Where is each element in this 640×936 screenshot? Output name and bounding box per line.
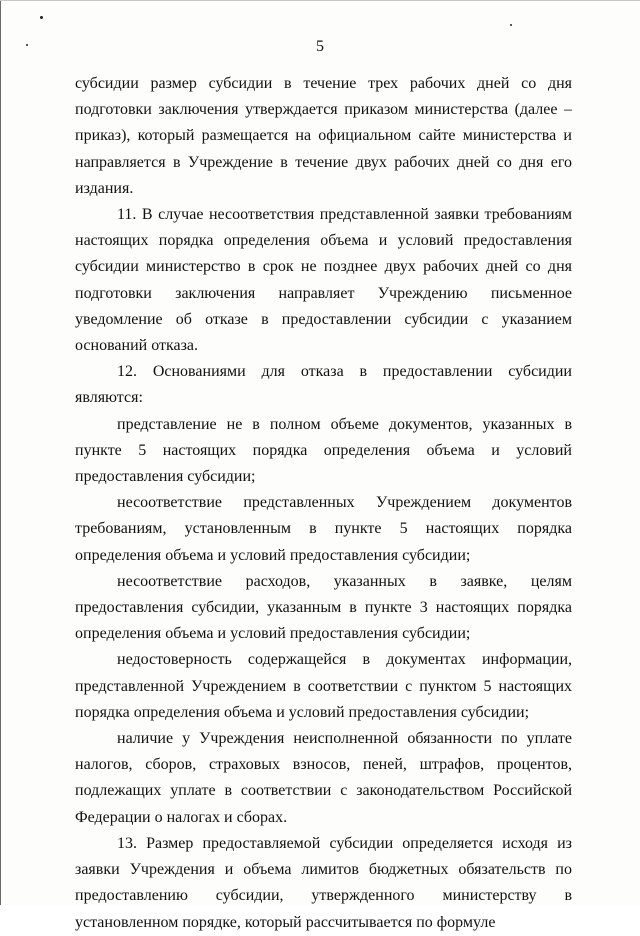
paragraph-ground-nonconforming-documents: несоответствие представленных Учреждением документов требованиям, установленным в пункте 5 настоящих порядка определения объема и условий предоставления субсидии; — [75, 494, 572, 564]
paragraph-item-13: 13. Размер предоставляемой субсидии определяется исходя из заявки Учреждения и объема лимитов бюджетных обязательств по предоставлению субсидии, утвержденного министерству в установленном порядке, который рассчитывается по формуле — [75, 834, 572, 931]
paragraph-item-12: 12. Основаниями для отказа в предоставлении субсидии являются: — [75, 363, 572, 407]
page-number: 5 — [316, 38, 324, 55]
scan-left-edge — [0, 0, 1, 905]
paragraph-ground-unreliable-information: недостоверность содержащейся в документах информации, представленной Учреждением в соответствии с пунктом 5 настоящих порядка определения объема и условий предоставления субсидии; — [75, 651, 572, 721]
paragraph-ground-incomplete-documents: представление не в полном объеме документов, указанных в пункте 5 настоящих порядка определения объема и условий предоставления субсидии; — [75, 415, 572, 486]
scan-speck — [510, 24, 512, 26]
scan-speck — [40, 16, 43, 19]
paragraph-ground-tax-debt: наличие у Учреждения неисполненной обязанности по уплате налогов, сборов, страховых взносов, пеней, штрафов, процентов, подлежащих уплате в соответствии с законодательством Российской Федерации о налогах и сборах. — [75, 730, 572, 826]
paragraph-continuation: субсидии размер субсидии в течение трех рабочих дней со дня подготовки заключения утверждается приказом министерства (далее – приказ), который размещается на официальном сайте министерства и направляется в Учреждение в течение двух рабочих дней со дня его издания. — [75, 75, 572, 197]
document-body — [75, 71, 572, 936]
scan-top-edge — [0, 0, 640, 1]
paragraph-item-11: 11. В случае несоответствия представленной заявки требованиям настоящих порядка определения объема и условий предоставления субсидии министерство в срок не позднее двух рабочих дней со дня подготовки заключения направляет Учреждению письменное уведомление об отказе в предоставлении субсидии с указанием оснований отказа. — [75, 206, 572, 355]
paragraph-ground-expense-mismatch: несоответствие расходов, указанных в заявке, целям предоставления субсидии, указанным в пункте 3 настоящих порядка определения объема и условий предоставления субсидии; — [75, 572, 572, 643]
